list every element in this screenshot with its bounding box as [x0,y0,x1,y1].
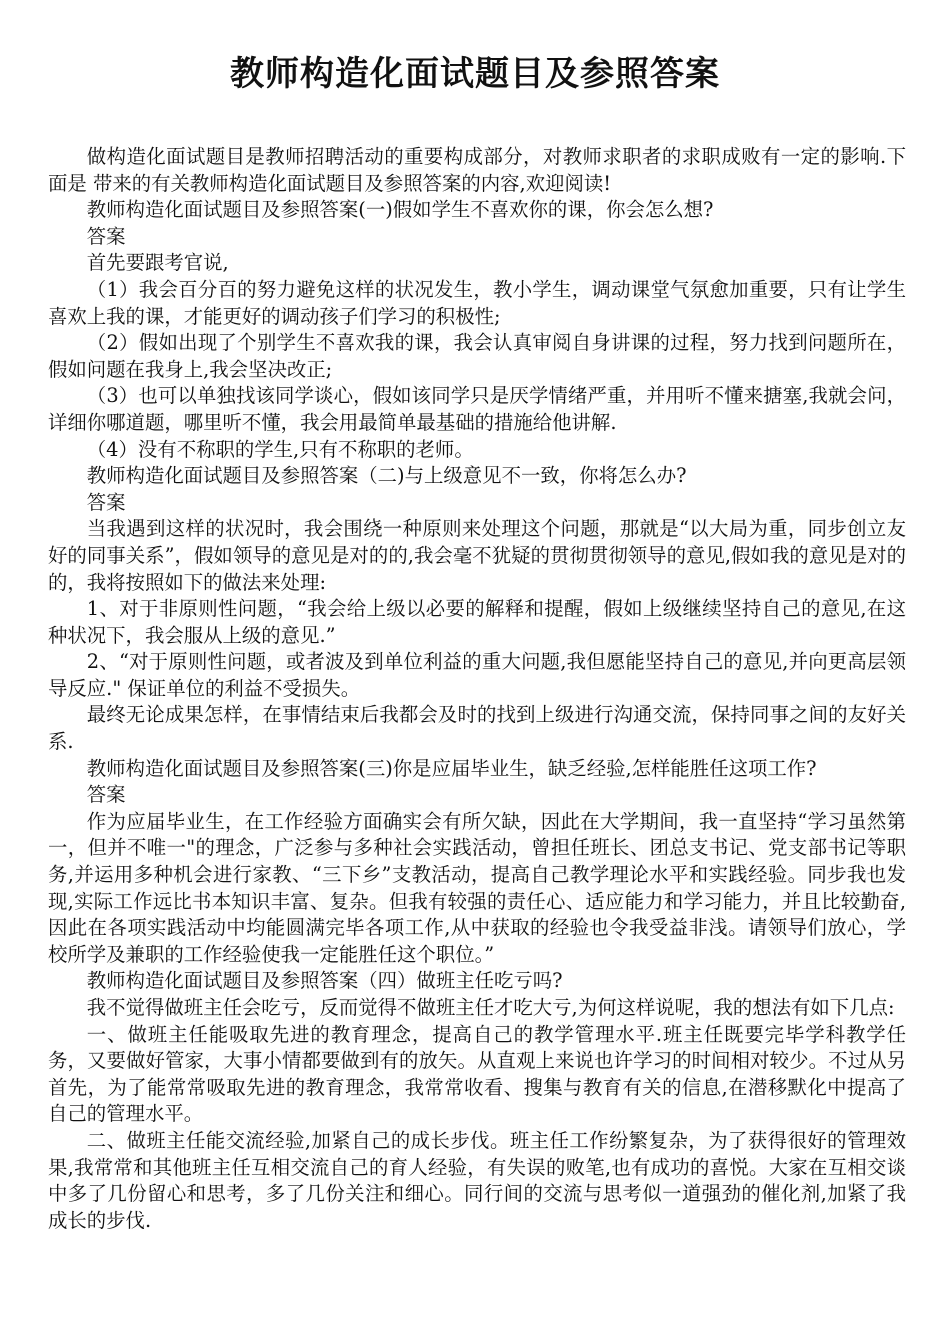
answer-label: 答案 [86,224,126,248]
list-item: （3）也可以单独找该同学谈心，假如该同学只是厌学情绪严重，并用听不懂来搪塞,我就会问，详细你哪道题，哪里听不懂，我会用最简单最基础的措施给他讲解. [48,384,906,434]
paragraph-intro: 做构造化面试题目是教师招聘活动的重要构成部分，对教师求职者的求职成败有一定的影响.下面是 带来的有关教师构造化面试题目及参照答案的内容,欢迎阅读! [48,145,906,195]
paragraph: 二、做班主任能交流经验,加紧自己的成长步伐。班主任工作纷繁复杂，为了获得很好的管理效果,我常常和其他班主任互相交流自己的育人经验，有失误的败笔,也有成功的喜悦。大家在互相交谈中多了几份留心和思考，多了几份关注和细心。同行间的交流与思考似一道强劲的催化剂,加紧了我成长的步伐. [48,1128,906,1232]
paragraph: 首先要跟考官说, [86,251,229,275]
document-body [48,144,906,1234]
list-item: 2、“对于原则性问题，或者波及到单位利益的重大问题,我但愿能坚持自己的意见,并向更高层领导反应." 保证单位的利益不受损失。 [48,650,906,700]
paragraph: 一、做班主任能吸取先进的教育理念，提高自己的教学管理水平.班主任既要完毕学科教学任务，又要做好管家，大事小情都要做到有的放矢。从直观上来说也许学习的时间相对较少。不过从另首先，为了能常常吸取先进的教育理念，我常常收看、搜集与教育有关的信息,在潜移默化中提高了自己的管理水平。 [48,1022,906,1126]
list-item: （1）我会百分百的努力避免这样的状况发生，教小学生，调动课堂气氛愈加重要，只有让学生喜欢上我的课，才能更好的调动孩子们学习的积极性; [48,277,906,328]
paragraph: 作为应届毕业生，在工作经验方面确实会有所欠缺，因此在大学期间，我一直坚持“学习虽然第一，但并不唯一"的理念，广泛参与多种社会实践活动，曾担任班长、团总支书记、党支部书记等职务,并运用多种机会进行家教、“三下乡”支教活动，提高自己教学理论水平和实践经验。同步我也发现,实际工作远比书本知识丰富、复杂。但我有较强的责任心、适应能力和学习能力，并且比较勤奋,因此在各项实践活动中均能圆满完毕各项工作,从中获取的经验也令我受益非浅。请领导们放心，学校所学及兼职的工作经验使我一定能胜任这个职位。” [48,809,906,966]
question-heading-4: 教师构造化面试题目及参照答案（四）做班主任吃亏吗? [86,969,563,993]
question-heading-2: 教师构造化面试题目及参照答案（二)与上级意见不一致，你将怎么办? [86,464,687,488]
list-item: （4）没有不称职的学生,只有不称职的老师。 [86,437,474,461]
answer-label: 答案 [86,490,126,514]
document-title: 教师构造化面试题目及参照答案 [230,54,720,94]
question-heading-3: 教师构造化面试题目及参照答案(三)你是应届毕业生，缺乏经验,怎样能胜任这项工作? [86,756,817,780]
answer-label: 答案 [86,783,126,807]
paragraph: 我不觉得做班主任会吃亏，反而觉得不做班主任才吃大亏,为何这样说呢，我的想法有如下几点: [86,996,895,1019]
paragraph: 当我遇到这样的状况时，我会围绕一种原则来处理这个问题，那就是“以大局为重，同步创立友好的同事关系”，假如领导的意见是对的的,我会毫不犹疑的贯彻贯彻领导的意见,假如我的意见是对的的，我将按照如下的做法来处理: [48,517,906,594]
list-item: （2）假如出现了个别学生不喜欢我的课，我会认真审阅自身讲课的过程，努力找到问题所在，假如问题在我身上,我会坚决改正; [48,331,906,381]
question-heading-1: 教师构造化面试题目及参照答案(一)假如学生不喜欢你的课，你会怎么想? [86,198,714,222]
paragraph: 最终无论成果怎样，在事情结束后我都会及时的找到上级进行沟通交流，保持同事之间的友好关系. [48,703,906,754]
list-item: 1、对于非原则性问题，“我会给上级以必要的解释和提醒，假如上级继续坚持自己的意见,在这种状况下，我会服从上级的意见.” [48,597,906,647]
